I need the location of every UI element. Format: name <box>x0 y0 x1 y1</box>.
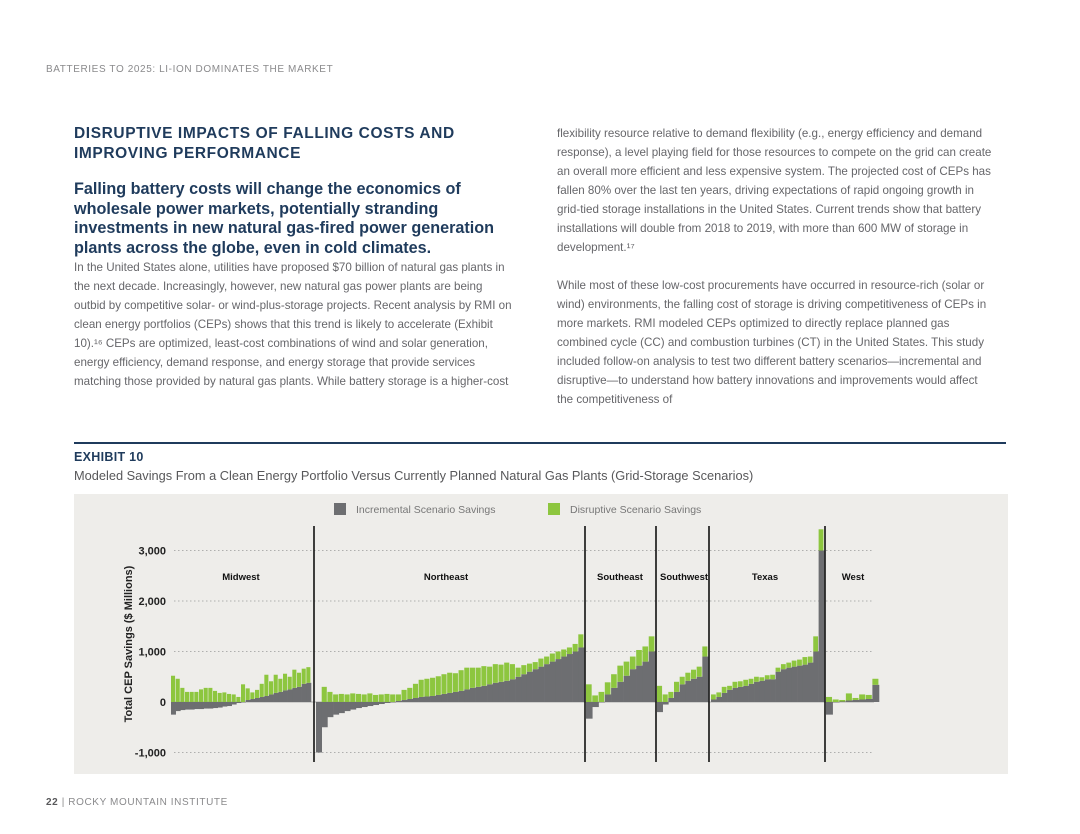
disruptive-bar <box>283 674 287 691</box>
disruptive-bar <box>727 686 732 690</box>
disruptive-bar <box>402 690 407 700</box>
disruptive-bar <box>657 686 662 702</box>
disruptive-bar <box>204 688 208 702</box>
incremental-bar <box>339 702 345 713</box>
savings-chart <box>74 494 1008 774</box>
running-head: BATTERIES TO 2025: LI-ION DOMINATES THE MARKET <box>46 64 334 75</box>
right-column <box>557 124 995 409</box>
disruptive-bar <box>407 688 412 699</box>
disruptive-bar <box>555 652 560 660</box>
incremental-bar <box>436 695 442 702</box>
region-label: Southeast <box>597 572 643 583</box>
legend-swatch <box>548 503 560 515</box>
incremental-bar <box>826 702 833 715</box>
incremental-bar <box>833 702 840 703</box>
disruptive-bar <box>470 668 475 688</box>
incremental-bar <box>345 702 351 711</box>
incremental-bar <box>578 647 584 702</box>
y-tick-label: 1,000 <box>138 646 166 659</box>
incremental-bar <box>204 702 209 709</box>
incremental-bar <box>322 702 328 727</box>
disruptive-bar <box>738 681 743 687</box>
incremental-bar <box>550 662 556 702</box>
incremental-bar <box>808 663 814 702</box>
legend-swatch <box>334 503 346 515</box>
incremental-bar <box>754 682 760 702</box>
disruptive-bar <box>453 673 458 692</box>
region-label: Northeast <box>423 572 469 583</box>
incremental-bar <box>617 682 624 702</box>
disruptive-bar <box>350 693 355 702</box>
incremental-bar <box>390 702 396 703</box>
disruptive-bar <box>674 682 679 692</box>
incremental-bar <box>727 690 733 702</box>
disruptive-bar <box>846 693 852 700</box>
incremental-bar <box>269 694 274 702</box>
incremental-bar <box>533 669 539 702</box>
incremental-bar <box>292 688 297 702</box>
disruptive-bar <box>586 684 592 702</box>
section-title: DISRUPTIVE IMPACTS OF FALLING COSTS AND IMPROVING PERFORMANCE <box>74 125 455 162</box>
disruptive-bar <box>765 675 770 679</box>
incremental-bar <box>521 674 527 702</box>
disruptive-bar <box>367 693 372 702</box>
disruptive-bar <box>498 665 503 682</box>
incremental-bar <box>819 551 825 703</box>
disruptive-bar <box>573 644 578 652</box>
incremental-bar <box>839 702 846 703</box>
disruptive-bar <box>504 663 509 681</box>
incremental-bar <box>441 694 447 702</box>
disruptive-bar <box>722 687 727 693</box>
incremental-bar <box>586 702 593 719</box>
disruptive-bar <box>232 694 236 702</box>
disruptive-bar <box>222 692 226 702</box>
disruptive-bar <box>278 679 282 692</box>
disruptive-bar <box>510 664 515 679</box>
disruptive-bar <box>819 529 824 550</box>
incremental-bar <box>232 702 237 705</box>
incremental-bar <box>759 681 765 702</box>
disruptive-bar <box>781 664 786 669</box>
right-body-text-1: flexibility resource relative to demand flexibility (e.g., energy efficiency and demand response), a level playing field for those resources to compete on the grid can create an overall more efficient and less expensive system. The projected cost of CEPs has fallen 80% over the last ten years, driving expectations of rapid ongoing growth in grid-tied storage installations in the United States. Current trends show that battery installations will double from 2018 to 2019, with more than 600 MW of storage in development.¹⁷ <box>557 127 992 254</box>
disruptive-bar <box>636 650 642 666</box>
incremental-bar <box>288 689 293 702</box>
disruptive-bar <box>362 694 367 702</box>
disruptive-bar <box>339 694 344 702</box>
y-tick-label: 2,000 <box>138 596 166 608</box>
incremental-bar <box>362 702 368 707</box>
disruptive-bar <box>487 667 492 685</box>
disruptive-bar <box>274 675 278 693</box>
disruptive-bar <box>390 694 395 702</box>
incremental-bar <box>630 669 637 702</box>
disruptive-bar <box>527 664 532 672</box>
incremental-bar <box>476 687 482 702</box>
incremental-bar <box>447 693 453 702</box>
incremental-bar <box>413 698 419 702</box>
disruptive-bar <box>813 636 818 651</box>
incremental-bar <box>538 667 544 702</box>
disruptive-bar <box>839 700 845 702</box>
incremental-bar <box>872 685 879 702</box>
incremental-bar <box>419 697 425 702</box>
incremental-bar <box>685 681 691 702</box>
page-number: 22 <box>46 797 59 808</box>
disruptive-bar <box>680 677 685 685</box>
disruptive-bar <box>605 682 611 694</box>
incremental-bar <box>407 699 413 702</box>
disruptive-bar <box>521 665 526 674</box>
incremental-bar <box>813 652 819 703</box>
incremental-bar <box>599 702 606 703</box>
incremental-bar <box>373 702 379 705</box>
disruptive-bar <box>373 695 378 702</box>
legend-label: Disruptive Scenario Savings <box>570 504 702 516</box>
disruptive-bar <box>333 694 338 702</box>
incremental-bar <box>171 702 176 715</box>
exhibit-label: EXHIBIT 10 <box>74 450 144 464</box>
incremental-bar <box>350 702 356 710</box>
incremental-bar <box>527 672 533 702</box>
disruptive-bar <box>702 646 707 656</box>
disruptive-bar <box>668 692 673 698</box>
disruptive-bar <box>302 669 306 684</box>
disruptive-bar <box>208 688 212 702</box>
incremental-bar <box>859 699 866 702</box>
chart-panel <box>74 494 1008 774</box>
disruptive-bar <box>396 694 401 701</box>
incremental-bar <box>250 699 255 702</box>
disruptive-bar <box>379 694 384 702</box>
incremental-bar <box>649 652 656 703</box>
disruptive-bar <box>194 692 198 702</box>
disruptive-bar <box>754 677 759 682</box>
incremental-bar <box>516 677 522 702</box>
incremental-bar <box>749 684 755 702</box>
incremental-bar <box>316 702 322 753</box>
disruptive-bar <box>697 667 702 677</box>
disruptive-bar <box>711 694 716 699</box>
disruptive-bar <box>322 687 327 702</box>
incremental-bar <box>481 686 487 702</box>
disruptive-bar <box>171 676 175 702</box>
incremental-bar <box>356 702 362 708</box>
incremental-bar <box>222 702 227 707</box>
incremental-bar <box>743 686 749 702</box>
disruptive-bar <box>236 697 240 702</box>
incremental-bar <box>866 699 873 702</box>
incremental-bar <box>260 697 265 702</box>
disruptive-bar <box>288 677 292 690</box>
disruptive-bar <box>617 666 623 682</box>
incremental-bar <box>236 702 241 703</box>
left-column <box>74 124 512 391</box>
y-tick-label: 3,000 <box>138 545 166 558</box>
disruptive-bar <box>255 690 259 698</box>
incremental-bar <box>213 702 218 708</box>
section-subtitle: Falling battery costs will change the economics of wholesale power markets, potentially stranding investments in new natural gas-fired power generation plants across the globe, even in cold climates. <box>74 180 495 257</box>
disruptive-bar <box>459 670 464 691</box>
incremental-bar <box>674 692 680 702</box>
incremental-bar <box>379 702 385 704</box>
disruptive-bar <box>250 692 254 699</box>
disruptive-bar <box>872 679 878 685</box>
incremental-bar <box>711 699 717 702</box>
incremental-bar <box>464 689 470 702</box>
incremental-bar <box>327 702 333 717</box>
disruptive-bar <box>808 657 813 663</box>
incremental-bar <box>218 702 223 708</box>
disruptive-bar <box>826 697 832 702</box>
incremental-bar <box>733 688 739 702</box>
incremental-bar <box>592 702 599 707</box>
disruptive-bar <box>327 692 332 702</box>
incremental-bar <box>765 679 771 702</box>
incremental-bar <box>199 702 204 709</box>
disruptive-bar <box>759 677 764 681</box>
disruptive-bar <box>185 692 189 702</box>
incremental-bar <box>333 702 339 715</box>
incremental-bar <box>722 693 728 702</box>
disruptive-bar <box>786 663 791 668</box>
disruptive-bar <box>246 688 250 700</box>
disruptive-bar <box>733 682 738 688</box>
disruptive-bar <box>624 662 630 676</box>
disruptive-bar <box>544 657 549 665</box>
disruptive-bar <box>797 660 802 666</box>
disruptive-bar <box>292 670 296 688</box>
disruptive-bar <box>599 692 605 702</box>
incremental-bar <box>657 702 663 712</box>
disruptive-bar <box>853 698 859 700</box>
incremental-bar <box>402 700 408 702</box>
incremental-bar <box>797 666 803 702</box>
incremental-bar <box>802 665 808 702</box>
disruptive-bar <box>567 647 572 654</box>
incremental-bar <box>786 668 792 702</box>
incremental-bar <box>642 662 649 702</box>
disruptive-bar <box>749 679 754 684</box>
incremental-bar <box>573 652 579 703</box>
disruptive-bar <box>227 694 231 702</box>
incremental-bar <box>185 702 190 710</box>
disruptive-bar <box>481 666 486 686</box>
incremental-bar <box>384 702 390 703</box>
incremental-bar <box>176 702 181 711</box>
disruptive-bar <box>345 694 350 702</box>
incremental-bar <box>278 692 283 702</box>
disruptive-bar <box>419 680 424 697</box>
region-label: West <box>841 572 865 583</box>
disruptive-bar <box>802 657 807 665</box>
incremental-bar <box>241 702 246 703</box>
incremental-bar <box>697 677 703 702</box>
disruptive-bar <box>770 675 775 680</box>
disruptive-bar <box>685 673 690 681</box>
footer-org: | ROCKY MOUNTAIN INSTITUTE <box>58 797 228 808</box>
disruptive-bar <box>743 680 748 686</box>
disruptive-bar <box>199 689 203 702</box>
disruptive-bar <box>424 679 429 697</box>
disruptive-bar <box>493 664 498 683</box>
incremental-bar <box>624 676 631 702</box>
disruptive-bar <box>578 634 583 647</box>
incremental-bar <box>246 700 251 702</box>
disruptive-bar <box>866 695 872 699</box>
disruptive-bar <box>447 673 452 693</box>
disruptive-bar <box>538 659 543 667</box>
incremental-bar <box>264 696 269 702</box>
incremental-bar <box>611 688 618 702</box>
disruptive-bar <box>833 699 839 702</box>
disruptive-bar <box>516 668 521 677</box>
incremental-bar <box>283 690 288 702</box>
disruptive-bar <box>384 694 389 702</box>
incremental-bar <box>297 687 302 702</box>
incremental-bar <box>702 657 708 702</box>
disruptive-bar <box>859 694 865 699</box>
incremental-bar <box>792 667 798 702</box>
incremental-bar <box>605 694 612 702</box>
page-footer <box>46 797 228 808</box>
disruptive-bar <box>190 692 194 702</box>
disruptive-bar <box>430 678 435 696</box>
incremental-bar <box>470 688 476 702</box>
disruptive-bar <box>306 667 310 683</box>
region-label: Midwest <box>222 572 260 583</box>
disruptive-bar <box>413 684 418 698</box>
y-tick-label: -1,000 <box>134 747 166 760</box>
incremental-bar <box>567 654 573 702</box>
disruptive-bar <box>264 675 268 696</box>
incremental-bar <box>396 701 402 702</box>
exhibit-divider <box>74 442 1006 444</box>
disruptive-bar <box>176 679 180 702</box>
disruptive-bar <box>663 694 668 702</box>
right-body-text-2: While most of these low-cost procurements have occurred in resource-rich (solar or wind) environments, the falling cost of storage is driving competitiveness of CEPs in more markets. RMI modeled CEPs optimized to directly replace planned gas combined cycle (CC) and combustion turbines (CT) in the United States. This study included follow-on analysis to test two different battery scenarios—incremental and disruptive—to understand how battery innovations and improvements would affect the competitiveness of <box>557 279 987 406</box>
disruptive-bar <box>611 674 617 688</box>
disruptive-bar <box>776 668 781 672</box>
disruptive-bar <box>269 681 273 694</box>
incremental-bar <box>853 700 860 702</box>
left-body-text: In the United States alone, utilities have proposed $70 billion of natural gas plants in the next decade. Increasingly, however, new natural gas power plants are being outbid by competitive solar- or wind-plus-storage projects. Recent analysis by RMI on clean energy portfolios (CEPs) shows that this trend is likely to accelerate (Exhibit 10).¹⁶ CEPs are optimized, least-cost combinations of wind and solar generation, energy efficiency, demand response, and energy storage that provide services matching those provided by natural gas plants. While battery storage is a higher-cost <box>74 261 512 388</box>
incremental-bar <box>227 702 232 706</box>
disruptive-bar <box>476 668 481 687</box>
incremental-bar <box>544 664 550 702</box>
disruptive-bar <box>180 688 184 702</box>
incremental-bar <box>255 698 260 702</box>
disruptive-bar <box>213 691 217 702</box>
region-label: Southwest <box>659 572 709 583</box>
disruptive-bar <box>356 694 361 702</box>
disruptive-bar <box>716 692 721 697</box>
y-tick-label: 0 <box>159 697 166 709</box>
legend-label: Incremental Scenario Savings <box>356 504 496 516</box>
incremental-bar <box>430 696 436 702</box>
disruptive-bar <box>561 649 566 656</box>
incremental-bar <box>302 684 307 702</box>
disruptive-bar <box>691 670 696 679</box>
incremental-bar <box>846 700 853 702</box>
incremental-bar <box>424 696 430 702</box>
incremental-bar <box>367 702 373 706</box>
incremental-bar <box>691 679 697 702</box>
incremental-bar <box>493 683 499 702</box>
incremental-bar <box>510 679 516 702</box>
disruptive-bar <box>642 646 648 661</box>
disruptive-bar <box>464 668 469 690</box>
region-label: Texas <box>751 572 779 583</box>
incremental-bar <box>680 684 686 702</box>
incremental-bar <box>636 666 643 702</box>
incremental-bar <box>504 681 510 702</box>
incremental-bar <box>306 683 311 702</box>
incremental-bar <box>663 702 669 705</box>
y-axis-label: Total CEP Savings ($ Millions) <box>123 565 135 723</box>
incremental-bar <box>770 679 776 702</box>
disruptive-bar <box>792 661 797 667</box>
incremental-bar <box>668 698 674 702</box>
disruptive-bar <box>533 662 538 669</box>
incremental-bar <box>487 684 493 702</box>
incremental-bar <box>274 693 279 702</box>
disruptive-bar <box>592 695 598 702</box>
disruptive-bar <box>218 693 222 702</box>
exhibit-caption: Modeled Savings From a Clean Energy Portfolio Versus Currently Planned Natural Gas Plants (Grid-Storage Scenarios) <box>74 468 754 483</box>
disruptive-bar <box>436 676 441 695</box>
incremental-bar <box>561 657 567 702</box>
incremental-bar <box>459 691 465 702</box>
disruptive-bar <box>550 654 555 662</box>
disruptive-bar <box>241 684 245 702</box>
incremental-bar <box>208 702 213 709</box>
disruptive-bar <box>649 636 655 651</box>
incremental-bar <box>190 702 195 710</box>
incremental-bar <box>194 702 199 709</box>
disruptive-bar <box>297 673 301 687</box>
incremental-bar <box>738 687 744 702</box>
incremental-bar <box>716 697 722 702</box>
incremental-bar <box>453 692 459 702</box>
disruptive-bar <box>260 684 264 697</box>
disruptive-bar <box>630 657 636 670</box>
incremental-bar <box>776 672 782 702</box>
disruptive-bar <box>441 674 446 694</box>
incremental-bar <box>180 702 185 710</box>
incremental-bar <box>498 682 504 702</box>
incremental-bar <box>781 669 787 702</box>
incremental-bar <box>555 659 561 702</box>
